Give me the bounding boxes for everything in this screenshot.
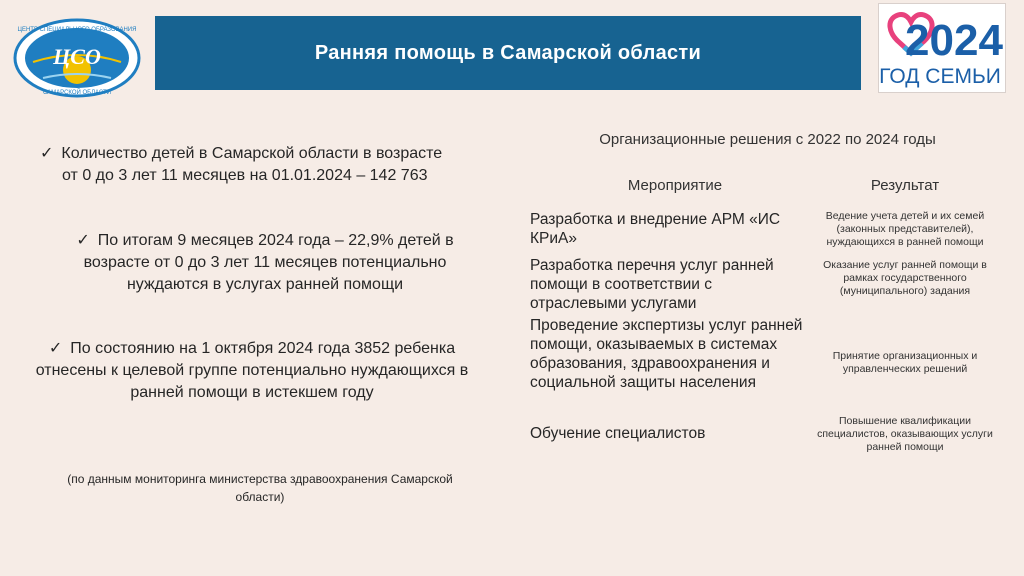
- event-item: Разработка перечня услуг ранней помощи в соответствии с отраслевыми услугами: [530, 257, 774, 312]
- checkmark-icon: ✓: [76, 232, 90, 249]
- result-item: Повышение квалификации специалистов, оказывающих услуги ранней помощи: [817, 415, 993, 453]
- year-of-family-logo: [878, 3, 1008, 93]
- cso-logo-text: ЦСО: [53, 44, 101, 69]
- result-item: Ведение учета детей и их семей (законных представителей), нуждающихся в ранней помощи: [825, 210, 985, 248]
- title-bar: [155, 16, 861, 90]
- decisions-title: Организационные решения с 2022 по 2024 годы: [599, 131, 936, 148]
- bullet2-text: По итогам 9 месяцев 2024 года – 22,9% детей в возрасте от 0 до 3 лет 11 месяцев потенциально нуждаются в услугах ранней помощи: [83, 232, 454, 293]
- cso-logo-arc-bottom: САМАРСКОЙ ОБЛАСТИ: [42, 90, 112, 96]
- bullet-october: [22, 338, 482, 404]
- bullet1-line2: от 0 до 3 лет 11 месяцев на 01.01.2024 – 142 763: [62, 167, 428, 184]
- cso-logo-arc-top: ЦЕНТР СПЕЦИАЛЬНОГО ОБРАЗОВАНИЯ: [17, 27, 137, 33]
- column-header-event: Мероприятие: [627, 177, 723, 194]
- bullet-children-count: [40, 143, 500, 187]
- event-item: Обучение специалистов: [530, 425, 706, 442]
- bullet-nine-months: [46, 230, 484, 296]
- column-header-result: Результат: [870, 177, 940, 194]
- bullet1-line1: Количество детей в Самарской области в возрасте: [61, 145, 443, 162]
- checkmark-icon: ✓: [40, 145, 54, 162]
- event-item: Проведение экспертизы услуг ранней помощи, оказываемых в системах образования, здравоохранения и социальной защиты населения: [530, 317, 803, 391]
- logo-year: 2024: [905, 16, 1003, 65]
- source-note: (по данным мониторинга министерства здравоохранения Самарской области): [67, 472, 453, 504]
- result-item: Оказание услуг ранней помощи в рамках государственного (муниципального) задания: [823, 259, 987, 297]
- page-title: Ранняя помощь в Самарской области: [314, 41, 702, 64]
- cso-logo: [13, 18, 141, 98]
- checkmark-icon: ✓: [48, 340, 63, 357]
- logo-caption: ГОД СЕМЬИ: [879, 65, 1001, 88]
- bullet3-text: По состоянию на 1 октября 2024 года 3852 ребенка отнесены к целевой группе потенциально нуждающихся в ранней помощи в истекшем году: [35, 340, 469, 401]
- event-item: Разработка и внедрение АРМ «ИС КРиА»: [530, 211, 781, 247]
- result-item: Принятие организационных и управленческих решений: [832, 350, 978, 375]
